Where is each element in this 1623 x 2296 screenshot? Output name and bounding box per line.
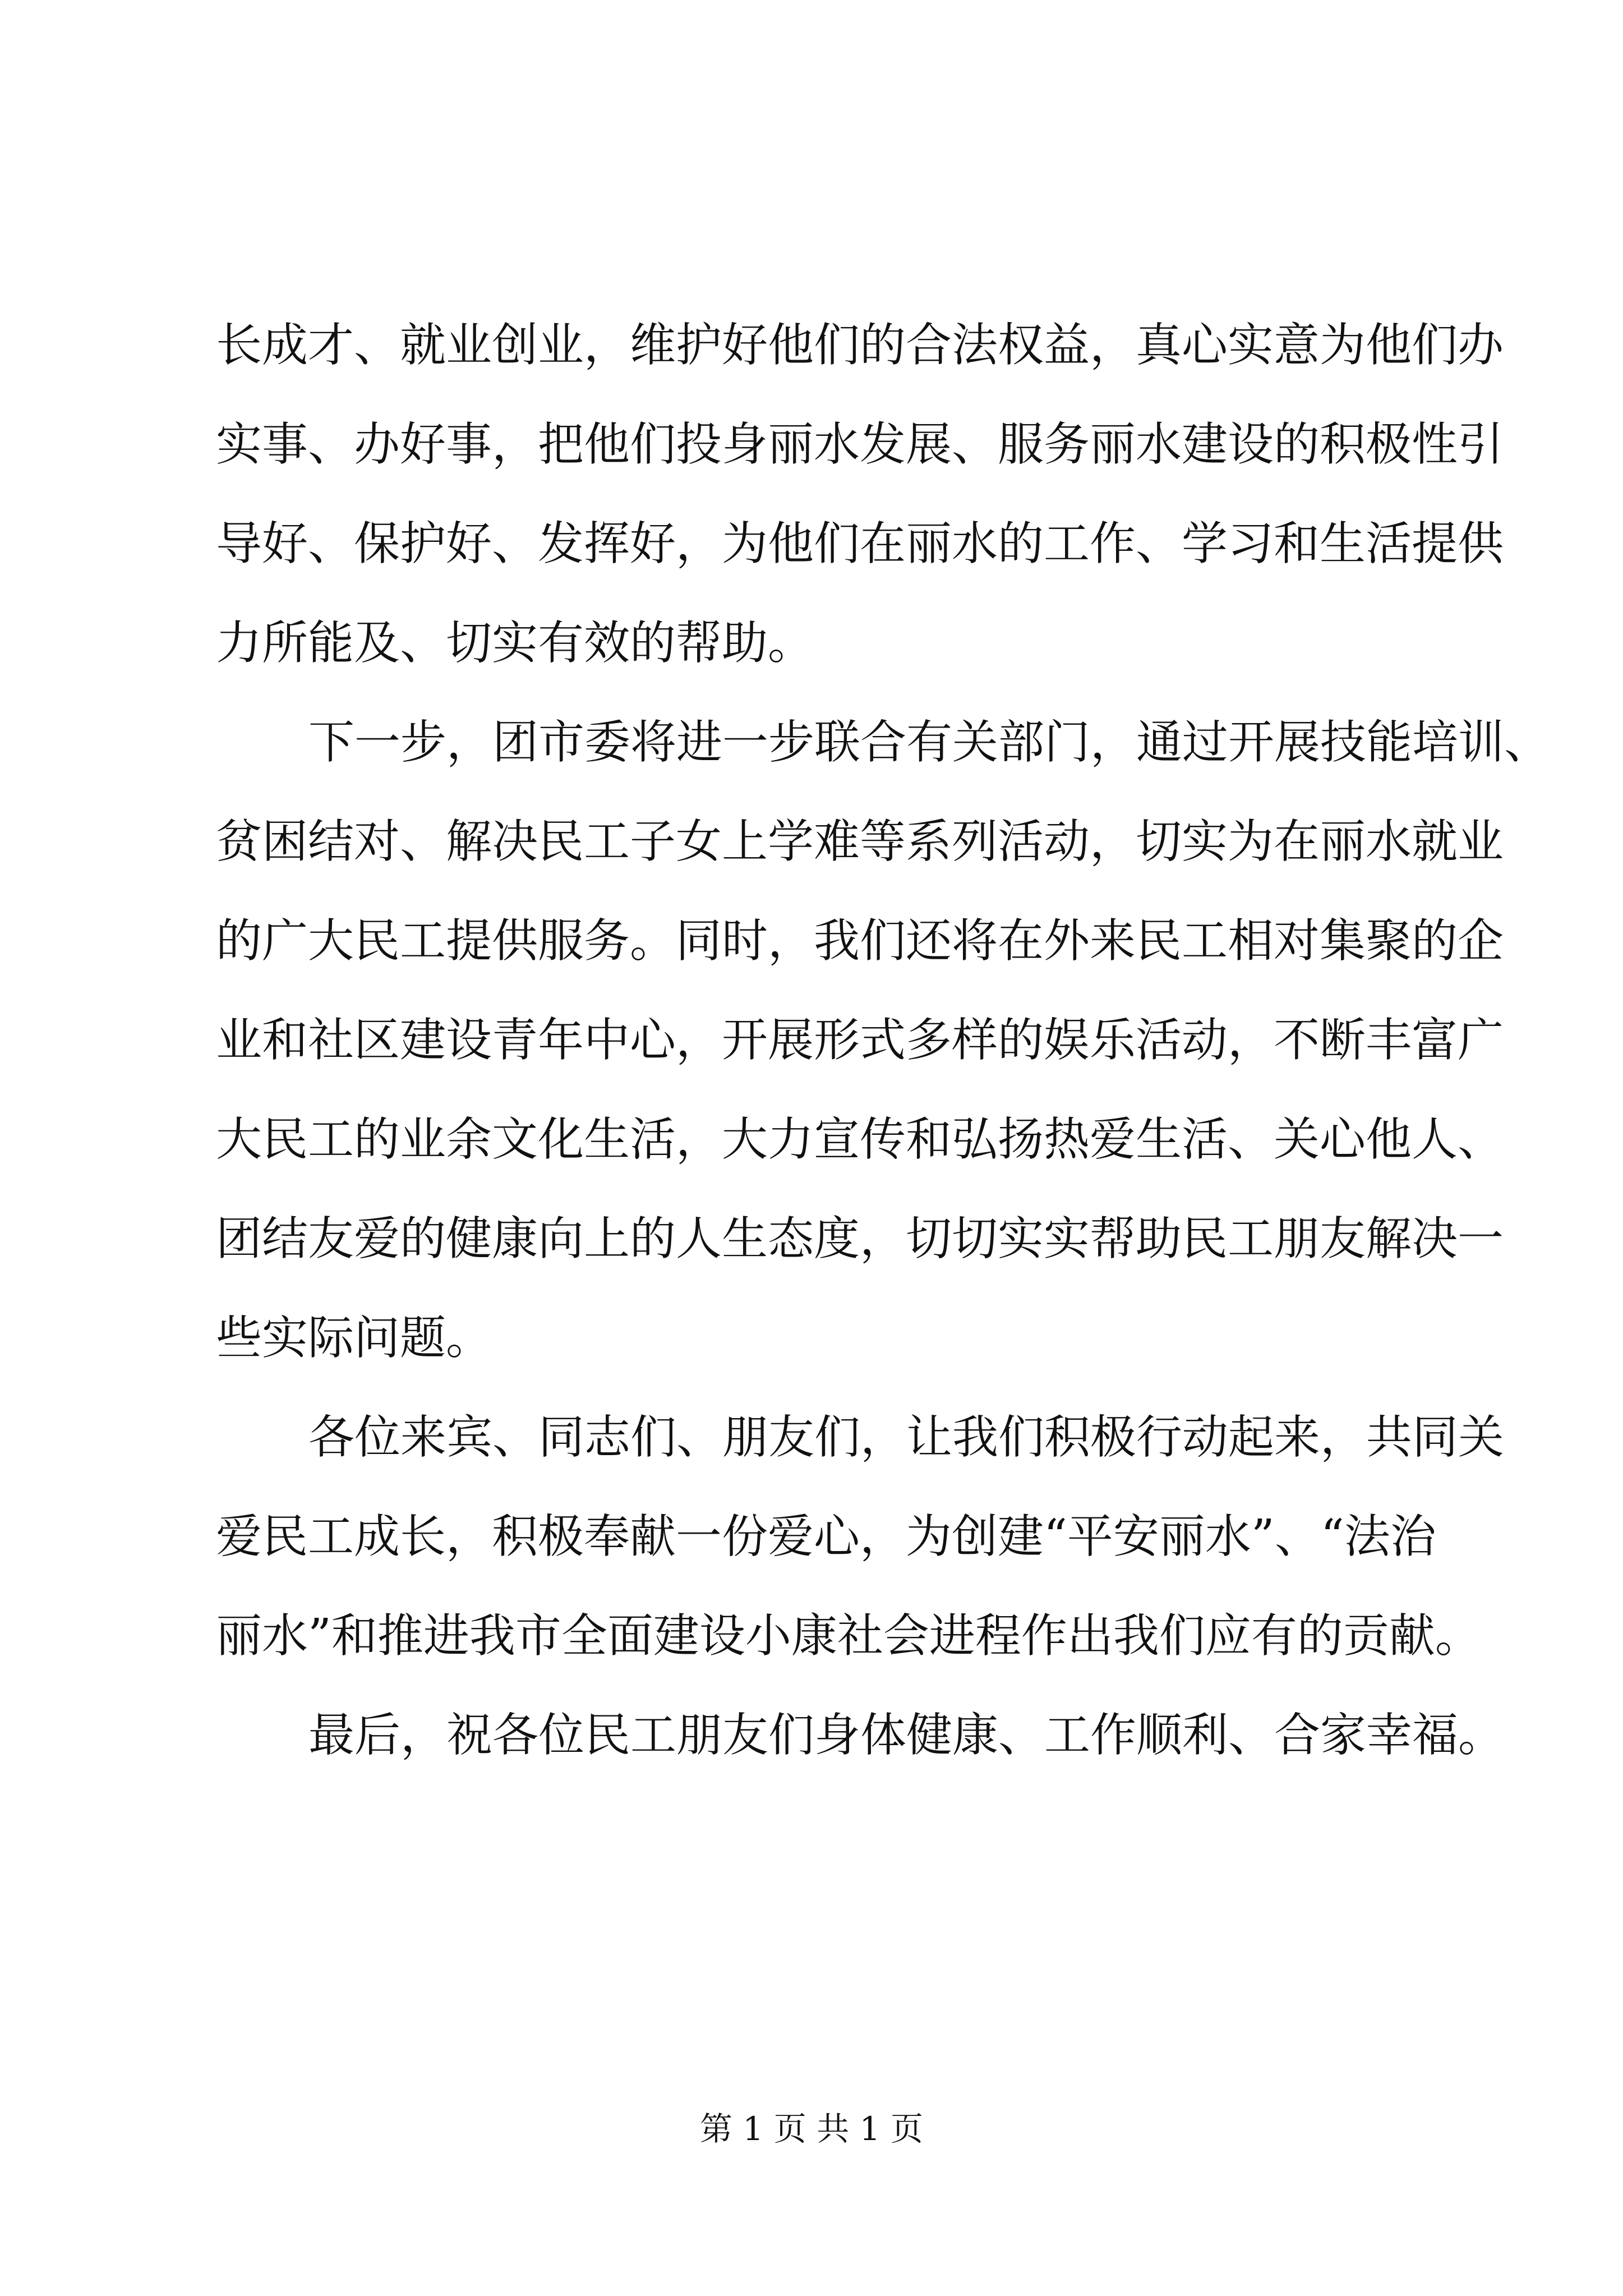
- paragraph-1: [216, 296, 1504, 693]
- document-body: [216, 296, 1551, 1785]
- text-line: 导好、保护好、发挥好，为他们在丽水的工作、学习和生活提供: [216, 517, 1504, 570]
- text-line: 业和社区建设青年中心，开展形式多样的娱乐活动，不断丰富广: [216, 1014, 1504, 1067]
- text-line: 各位来宾、同志们、朋友们，让我们积极行动起来，共同关: [308, 1411, 1505, 1464]
- text-line: 下一步，团市委将进一步联合有关部门，通过开展技能培训、: [308, 716, 1551, 769]
- text-line: 些实际问题。: [216, 1312, 492, 1365]
- text-line: 实事、办好事，把他们投身丽水发展、服务丽水建设的积极性引: [216, 418, 1504, 471]
- page-number-footer: 第 1 页 共 1 页: [700, 2110, 923, 2148]
- paragraph-4: [216, 1686, 1505, 1785]
- text-line: 长成才、就业创业，维护好他们的合法权益，真心实意为他们办: [216, 319, 1504, 372]
- text-line: 力所能及、切实有效的帮助。: [216, 616, 814, 670]
- text-line: 丽水”和推进我市全面建设小康社会进程作出我们应有的贡献。: [216, 1609, 1481, 1663]
- text-line: 贫困结对、解决民工子女上学难等系列活动，切实为在丽水就业: [216, 815, 1504, 868]
- text-line: 大民工的业余文化生活，大力宣传和弘扬热爱生活、关心他人、: [216, 1113, 1504, 1166]
- text-line: 最后，祝各位民工朋友们身体健康、工作顺利、合家幸福。: [308, 1709, 1505, 1762]
- text-line: 的广大民工提供服务。同时，我们还将在外来民工相对集聚的企: [216, 914, 1504, 968]
- paragraph-2: [216, 693, 1551, 1388]
- text-line: 团结友爱的健康向上的人生态度，切切实实帮助民工朋友解决一: [216, 1212, 1504, 1266]
- paragraph-3: [216, 1388, 1505, 1686]
- text-line: 爱民工成长，积极奉献一份爱心，为创建“平安丽水”、“法治: [216, 1510, 1436, 1563]
